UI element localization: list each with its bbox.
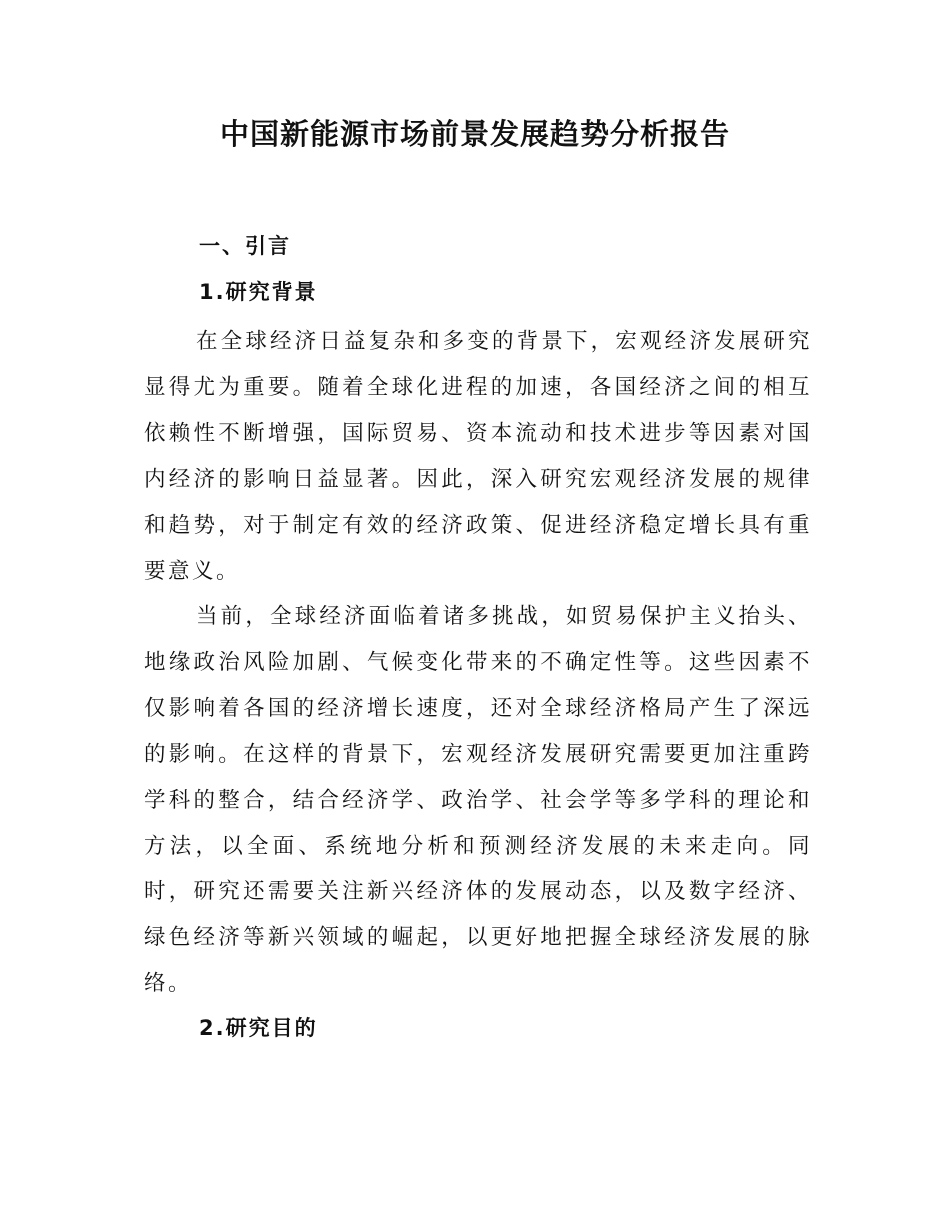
document-title: 中国新能源市场前景发展趋势分析报告 <box>219 117 730 151</box>
section-heading-intro: 一、引言 <box>199 234 291 258</box>
subsection-heading-purpose: 2.研究目的 <box>199 1016 318 1040</box>
paragraph-background-2: 当前，全球经济面临着诸多挑战，如贸易保护主义抬头、地缘政治风险加剧、气候变化带来的不确定性等。这些因素不仅影响着各国的经济增长速度，还对全球经济格局产生了深远的影响。在这样的背景下，宏观经济发展研究需要更加注重跨学科的整合，结合经济学、政治学、社会学等多学科的理论和方法，以全面、系统地分析和预测经济发展的未来走向。同时，研究还需要关注新兴经济体的发展动态，以及数字经济、绿色经济等新兴领域的崛起，以更好地把握全球经济发展的脉络。 <box>144 604 812 997</box>
subsection-heading-background: 1.研究背景 <box>199 280 318 304</box>
paragraph-background-1: 在全球经济日益复杂和多变的背景下，宏观经济发展研究显得尤为重要。随着全球化进程的加速，各国经济之间的相互依赖性不断增强，国际贸易、资本流动和技术进步等因素对国内经济的影响日益显著。因此，深入研究宏观经济发展的规律和趋势，对于制定有效的经济政策、促进经济稳定增长具有重要意义。 <box>144 329 812 584</box>
